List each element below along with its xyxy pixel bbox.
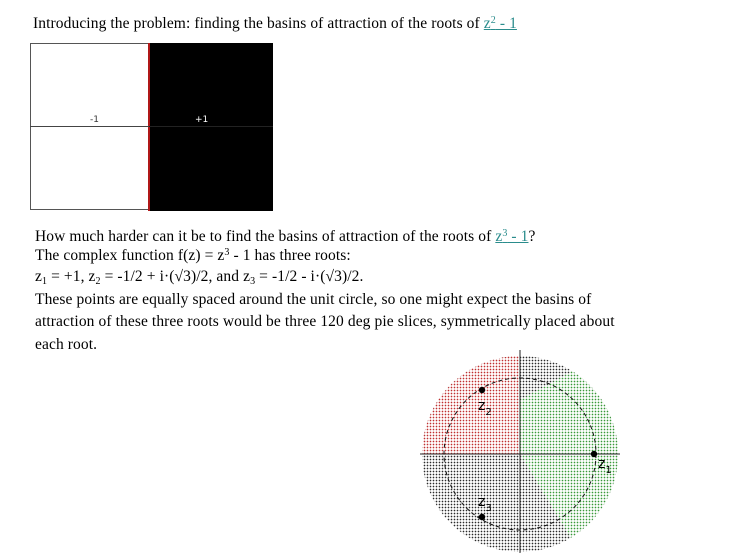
- basin-boundary-line: [148, 43, 150, 211]
- real-axis-left: [30, 126, 149, 127]
- function-line: The complex function $f(z) = z^3 - 1$ has three roots:: [35, 247, 351, 264]
- z2-point: [479, 387, 485, 393]
- title-prefix: Introducing the problem: finding the basins of attraction of the roots of: [33, 15, 484, 32]
- paragraph-line-1: These points are equally spaced around the unit circle, so one might expect the basins of: [35, 291, 592, 308]
- root-label-minus-1: -1: [90, 115, 99, 125]
- page-title: [33, 15, 517, 33]
- basin-figure-z2: [30, 43, 273, 211]
- z3-label: $z_3$: [478, 494, 492, 514]
- basin-right-region: [149, 43, 273, 211]
- real-axis-right: [149, 126, 273, 127]
- z2-label: $z_2$: [478, 398, 492, 418]
- z2-minus-1-link[interactable]: $z^2 - 1$: [483, 15, 517, 32]
- z2-basin-slice: [420, 350, 520, 454]
- unit-circle-figure: [420, 350, 620, 553]
- z3-point: [479, 514, 485, 520]
- paragraph-line-2: attraction of these three roots would be three 120 deg pie slices, symmetrically placed about: [35, 313, 615, 330]
- roots-line: $z_1 = +1$, $z_2 = -1/2 + i\cdot(√3)/2$, and $z_3 = -1/2 - i\cdot(√3)/2$.: [35, 268, 364, 287]
- paragraph-line-3: each root.: [35, 336, 98, 353]
- z1-label: $z_1$: [598, 456, 612, 476]
- root-label-plus-1: +1: [195, 115, 209, 125]
- z3-minus-1-link[interactable]: $z^3 - 1$: [495, 228, 529, 245]
- intro-line: How much harder can it be to find the basins of attraction of the roots of $z^3 - 1$?: [35, 228, 536, 245]
- z1-point: [591, 451, 597, 457]
